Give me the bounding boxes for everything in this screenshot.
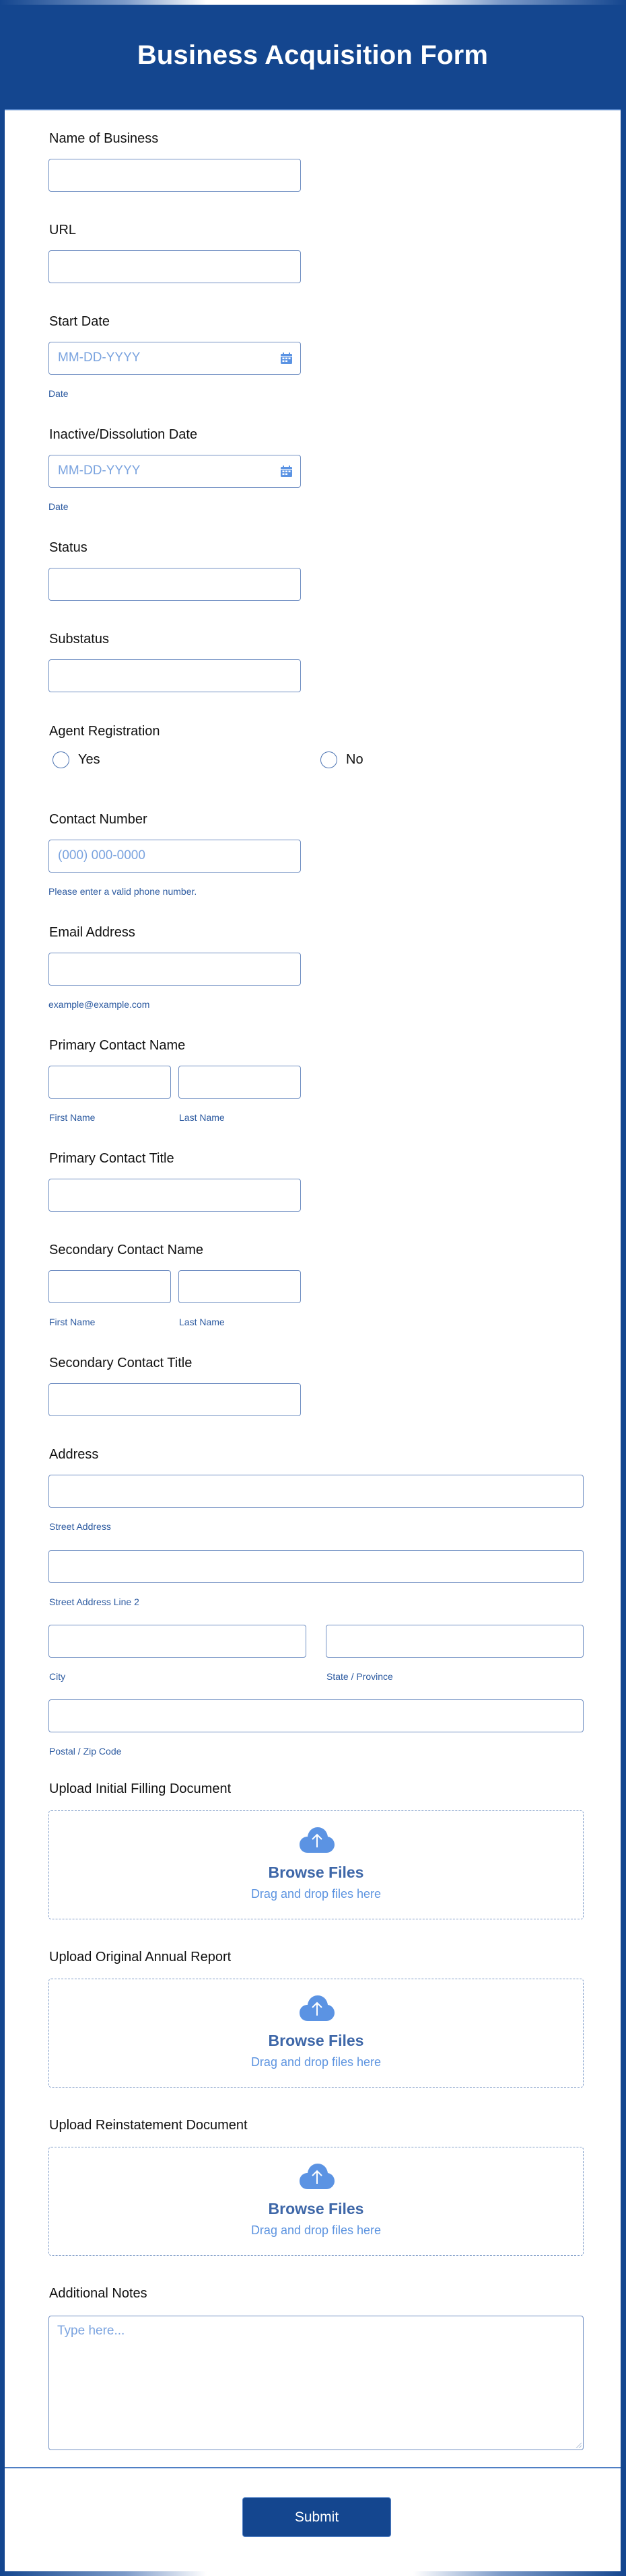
primary-contact-title-input[interactable] [48, 1179, 301, 1212]
inactive-date-placeholder: MM-DD-YYYY [58, 464, 141, 478]
contact-number-label: Contact Number [49, 812, 147, 827]
street-address-line2-input[interactable] [48, 1550, 584, 1583]
email-input[interactable] [48, 953, 301, 986]
drag-drop-hint: Drag and drop files here [250, 2223, 382, 2237]
upload-annual-report-label: Upload Original Annual Report [49, 1950, 232, 1964]
notes-placeholder: Type here... [57, 2324, 125, 2338]
additional-notes-label: Additional Notes [49, 2286, 147, 2301]
cloud-upload-icon [300, 1995, 335, 2022]
cloud-upload-icon [300, 2164, 335, 2191]
inactive-date-input[interactable] [48, 455, 301, 488]
upload-annual-report-dropzone[interactable] [48, 1979, 584, 2088]
address-label: Address [49, 1447, 99, 1462]
city-sublabel: City [49, 1671, 66, 1682]
secondary-first-name-sublabel: First Name [49, 1317, 96, 1327]
radio-option-yes[interactable] [53, 751, 100, 768]
drag-drop-hint: Drag and drop files here [250, 2055, 382, 2069]
contact-number-sublabel: Please enter a valid phone number. [48, 886, 197, 897]
city-input[interactable] [48, 1625, 306, 1658]
agent-registration-label: Agent Registration [49, 724, 160, 739]
calendar-icon[interactable] [281, 353, 292, 364]
email-sublabel: example@example.com [48, 999, 150, 1010]
radio-no-label: No [346, 752, 363, 767]
form-card [5, 5, 621, 2571]
bottom-gradient-strip [0, 2571, 626, 2576]
resize-grip-icon[interactable] [575, 2441, 582, 2448]
primary-contact-name-label: Primary Contact Name [49, 1038, 186, 1053]
browse-files-button[interactable]: Browse Files [268, 2200, 364, 2217]
submit-button[interactable]: Submit [242, 2497, 391, 2537]
contact-number-input[interactable] [48, 840, 301, 873]
start-date-input[interactable] [48, 342, 301, 375]
primary-last-name-input[interactable] [178, 1066, 301, 1099]
zip-sublabel: Postal / Zip Code [49, 1746, 122, 1757]
secondary-first-name-input[interactable] [48, 1270, 171, 1303]
start-date-sublabel: Date [48, 388, 69, 399]
form-header [5, 5, 621, 110]
additional-notes-textarea[interactable] [48, 2316, 584, 2450]
status-label: Status [49, 540, 88, 555]
upload-initial-filing-dropzone[interactable] [48, 1810, 584, 1919]
secondary-contact-title-input[interactable] [48, 1383, 301, 1416]
primary-first-name-input[interactable] [48, 1066, 171, 1099]
secondary-contact-title-label: Secondary Contact Title [49, 1356, 193, 1370]
substatus-label: Substatus [49, 632, 109, 647]
email-label: Email Address [49, 925, 135, 940]
drag-drop-hint: Drag and drop files here [250, 1887, 382, 1901]
street-address-input[interactable] [48, 1475, 584, 1508]
browse-files-button[interactable]: Browse Files [268, 2032, 364, 2049]
radio-circle-icon[interactable] [320, 751, 337, 768]
radio-yes-label: Yes [78, 752, 100, 767]
upload-reinstatement-label: Upload Reinstatement Document [49, 2118, 248, 2133]
secondary-last-name-sublabel: Last Name [179, 1317, 225, 1327]
top-gradient-strip [0, 0, 626, 5]
secondary-contact-name-label: Secondary Contact Name [49, 1243, 204, 1257]
upload-reinstatement-dropzone[interactable] [48, 2147, 584, 2256]
business-name-label: Name of Business [49, 131, 159, 146]
radio-option-no[interactable] [320, 751, 363, 768]
cloud-upload-icon [300, 1827, 335, 1854]
primary-first-name-sublabel: First Name [49, 1112, 96, 1123]
state-sublabel: State / Province [326, 1671, 393, 1682]
street-address-sublabel: Street Address [49, 1521, 111, 1532]
state-input[interactable] [326, 1625, 584, 1658]
business-name-input[interactable] [48, 159, 301, 192]
street-address-line2-sublabel: Street Address Line 2 [49, 1596, 139, 1607]
start-date-placeholder: MM-DD-YYYY [58, 351, 141, 365]
primary-contact-title-label: Primary Contact Title [49, 1151, 174, 1166]
substatus-input[interactable] [48, 659, 301, 692]
upload-initial-filing-label: Upload Initial Filling Document [49, 1781, 232, 1796]
secondary-last-name-input[interactable] [178, 1270, 301, 1303]
start-date-label: Start Date [49, 314, 110, 329]
footer-divider [5, 2467, 621, 2468]
browse-files-button[interactable]: Browse Files [268, 1864, 364, 1881]
inactive-date-sublabel: Date [48, 501, 69, 512]
form-title: Business Acquisition Form [137, 40, 489, 70]
primary-last-name-sublabel: Last Name [179, 1112, 225, 1123]
zip-input[interactable] [48, 1699, 584, 1732]
url-label: URL [49, 223, 77, 237]
inactive-date-label: Inactive/Dissolution Date [49, 427, 198, 442]
radio-circle-icon[interactable] [53, 751, 69, 768]
url-input[interactable] [48, 250, 301, 283]
calendar-icon[interactable] [281, 466, 292, 477]
contact-number-placeholder: (000) 000-0000 [58, 848, 145, 862]
status-input[interactable] [48, 568, 301, 601]
